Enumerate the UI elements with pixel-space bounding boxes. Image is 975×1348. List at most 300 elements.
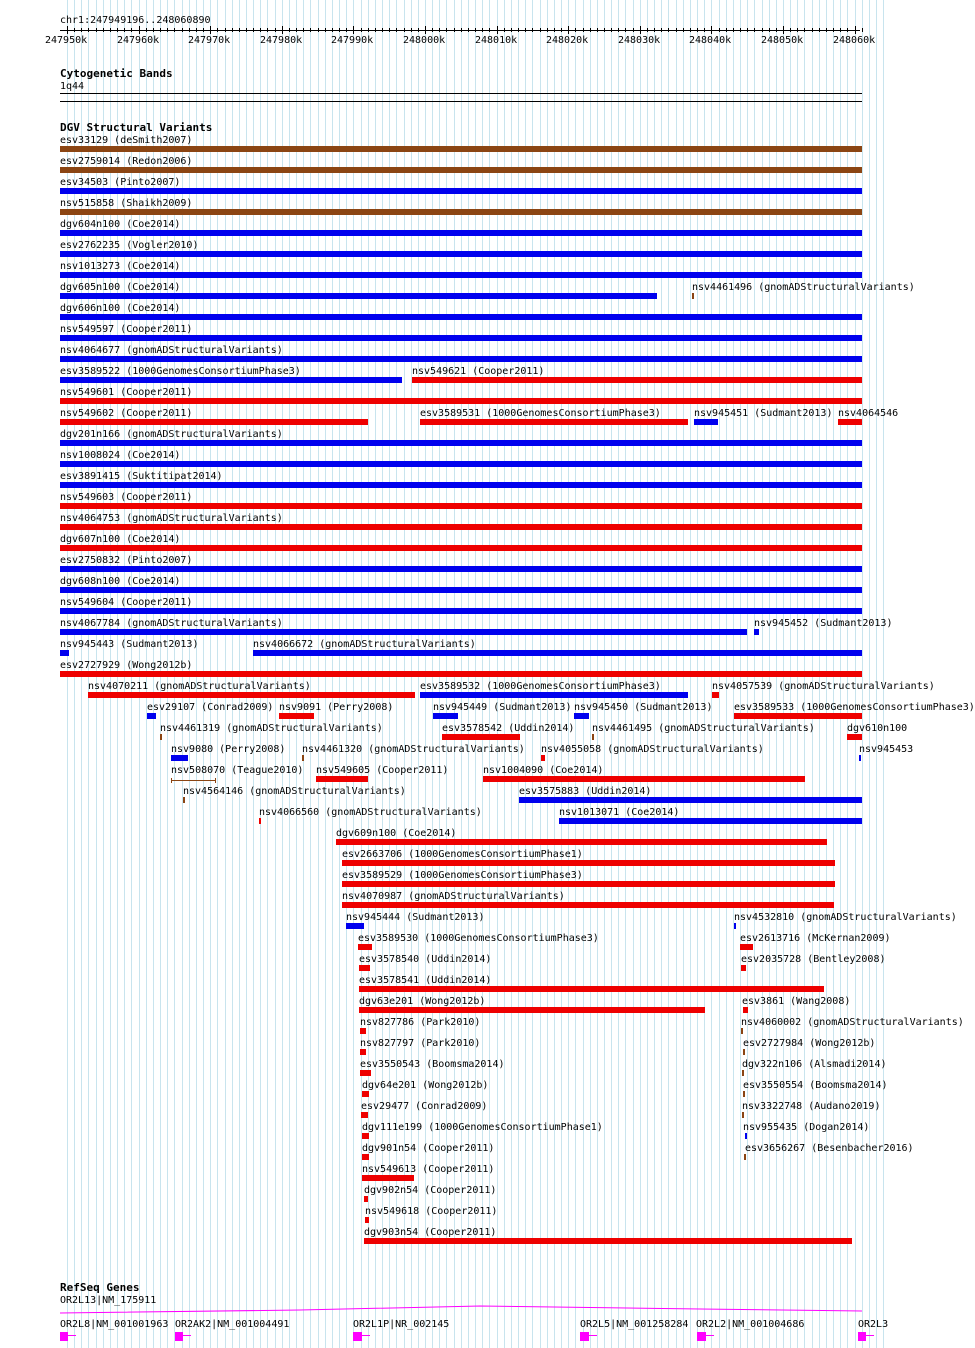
variant-label: nsv4067784 (gnomADStructuralVariants) — [60, 618, 283, 629]
variant-label: nsv9080 (Perry2008) — [171, 744, 286, 755]
variant-label: nsv4461496 (gnomADStructuralVariants) — [692, 282, 915, 293]
variant-label: nsv549597 (Cooper2011) — [60, 324, 193, 335]
variant-esv29477[interactable] — [361, 1112, 368, 1118]
variant-label: nsv549603 (Cooper2011) — [60, 492, 193, 503]
variant-nsv4070987[interactable] — [342, 902, 834, 908]
ruler-minor-tick — [597, 28, 598, 32]
ruler-minor-tick — [303, 28, 304, 32]
variant-esv2750832[interactable] — [60, 566, 862, 572]
variant-nsv1013273[interactable] — [60, 272, 862, 278]
ruler-minor-tick — [575, 28, 576, 32]
dgv-wide-feature[interactable] — [60, 674, 862, 675]
ruler-minor-tick — [389, 28, 390, 32]
variant-esv2663706[interactable] — [342, 860, 835, 866]
gene-exon[interactable] — [858, 1332, 866, 1341]
ruler-minor-tick — [375, 28, 376, 32]
variant-label: esv3589532 (1000GenomesConsortiumPhase3) — [420, 681, 661, 692]
ruler-minor-tick — [239, 28, 240, 32]
variant-label: nsv945449 (Sudmant2013) — [433, 702, 572, 713]
variant-label: nsv4064677 (gnomADStructuralVariants) — [60, 345, 283, 356]
variant-dgv64e201[interactable] — [362, 1091, 369, 1097]
variant-esv2613716[interactable] — [740, 944, 753, 950]
gene-label: OR2L1P|NR_002145 — [353, 1319, 450, 1330]
ruler-minor-tick — [117, 28, 118, 32]
variant-label: esv3550543 (Boomsma2014) — [360, 1059, 505, 1070]
variant-label: nsv4070987 (gnomADStructuralVariants) — [342, 891, 565, 902]
ruler-minor-tick — [88, 28, 89, 32]
ruler-tick-label: 248040k — [689, 35, 732, 46]
ruler-tick-label: 247970k — [188, 35, 231, 46]
variant-label: esv3589533 (1000GenomesConsortiumPhase3) — [734, 702, 975, 713]
variant-label: esv2663706 (1000GenomesConsortiumPhase1) — [342, 849, 583, 860]
ruler-minor-tick — [640, 28, 641, 32]
ruler-minor-tick — [819, 28, 820, 32]
ruler-minor-tick — [676, 28, 677, 32]
variant-dgv63e201[interactable] — [359, 1007, 705, 1013]
ruler-minor-tick — [246, 28, 247, 32]
ruler-minor-tick — [704, 28, 705, 32]
variant-nsv4064546[interactable] — [838, 419, 862, 425]
ruler-minor-tick — [840, 28, 841, 32]
variant-label: esv29477 (Conrad2009) — [361, 1101, 488, 1112]
gene-strand-arrow — [68, 1335, 76, 1336]
gene-label: OR2L8|NM_001001963 — [60, 1319, 169, 1330]
variant-dgv111e199[interactable] — [362, 1133, 369, 1139]
ruler-minor-tick — [697, 28, 698, 32]
ruler-minor-tick — [511, 28, 512, 32]
gene-exon[interactable] — [60, 1332, 68, 1341]
variant-label: dgv111e199 (1000GenomesConsortiumPhase1) — [362, 1122, 603, 1133]
variant-nsv549601[interactable] — [60, 398, 862, 404]
variant-esv3550543[interactable] — [360, 1070, 371, 1076]
ruler-tick-label: 248010k — [475, 35, 518, 46]
ruler-minor-tick — [160, 28, 161, 32]
variant-dgv903n54[interactable] — [364, 1238, 852, 1244]
variant-nsv549613[interactable] — [362, 1175, 414, 1181]
variant-label: dgv608n100 (Coe2014) — [60, 576, 181, 587]
variant-esv2762235[interactable] — [60, 251, 862, 257]
ruler-minor-tick — [762, 28, 763, 32]
ruler-minor-tick — [275, 28, 276, 32]
dgv-track-title[interactable]: DGV Structural Variants — [60, 121, 213, 134]
ruler-minor-tick — [411, 28, 412, 32]
gene-exon[interactable] — [175, 1332, 183, 1341]
variant-dgv609n100[interactable] — [336, 839, 827, 845]
ruler-minor-tick — [96, 28, 97, 32]
variant-label: esv3589529 (1000GenomesConsortiumPhase3) — [342, 870, 583, 881]
variant-cap — [171, 778, 172, 783]
variant-nsv549605[interactable] — [316, 776, 368, 782]
variant-dgv607n100[interactable] — [60, 545, 862, 551]
ruler-minor-tick — [253, 28, 254, 32]
gene-exon[interactable] — [353, 1332, 362, 1341]
variant-nsv945453[interactable] — [859, 755, 861, 761]
variant-label: nsv827786 (Park2010) — [360, 1017, 481, 1028]
ruler-minor-tick — [396, 28, 397, 32]
variant-label: esv3656267 (Besenbacher2016) — [745, 1143, 914, 1154]
variant-dgv901n54[interactable] — [362, 1154, 369, 1160]
variant-label: nsv1013071 (Coe2014) — [559, 807, 680, 818]
variant-nsv4461319[interactable] — [160, 734, 162, 740]
variant-label: nsv1008024 (Coe2014) — [60, 450, 181, 461]
variant-nsv508070[interactable] — [171, 780, 216, 781]
ruler-minor-tick — [740, 28, 741, 32]
ruler-minor-tick — [604, 28, 605, 32]
variant-label: dgv607n100 (Coe2014) — [60, 534, 181, 545]
variant-esv3861[interactable] — [743, 1007, 748, 1013]
gene-strand-arrow — [183, 1335, 191, 1336]
ruler-minor-tick — [590, 28, 591, 32]
variant-label: nsv549601 (Cooper2011) — [60, 387, 193, 398]
ruler-minor-tick — [353, 28, 354, 32]
ruler-tick-label: 248020k — [546, 35, 589, 46]
variant-label: esv2035728 (Bentley2008) — [741, 954, 886, 965]
gene-exon[interactable] — [697, 1332, 706, 1341]
ruler-minor-tick — [189, 28, 190, 32]
variant-nsv945452[interactable] — [754, 629, 759, 635]
variant-label: nsv549604 (Cooper2011) — [60, 597, 193, 608]
ruler-minor-tick — [124, 28, 125, 32]
variant-nsv515858[interactable] — [60, 209, 862, 215]
ruler-minor-tick — [382, 28, 383, 32]
variant-nsv549621[interactable] — [412, 377, 862, 383]
variant-dgv606n100[interactable] — [60, 314, 862, 320]
ruler-minor-tick — [110, 28, 111, 32]
ruler-minor-tick — [404, 28, 405, 32]
variant-label: dgv64e201 (Wong2012b) — [362, 1080, 489, 1091]
ruler-minor-tick — [540, 28, 541, 32]
variant-nsv1013071[interactable] — [559, 818, 862, 824]
ruler-minor-tick — [568, 28, 569, 32]
ruler-minor-tick — [719, 28, 720, 32]
ruler-minor-tick — [232, 28, 233, 32]
ruler-minor-tick — [668, 28, 669, 32]
variant-nsv4060002[interactable] — [741, 1028, 743, 1034]
variant-label: nsv4055058 (gnomADStructuralVariants) — [541, 744, 764, 755]
cytoband-band[interactable] — [60, 93, 862, 94]
ruler-minor-tick — [468, 28, 469, 32]
ruler-minor-tick — [547, 28, 548, 32]
ruler-minor-tick — [554, 28, 555, 32]
variant-esv3589531[interactable] — [420, 419, 688, 425]
ruler-minor-tick — [267, 28, 268, 32]
variant-esv34503[interactable] — [60, 188, 862, 194]
variant-nsv549597[interactable] — [60, 335, 862, 341]
variant-dgv608n100[interactable] — [60, 587, 862, 593]
variant-label: nsv4060002 (gnomADStructuralVariants) — [741, 1017, 964, 1028]
ruler-minor-tick — [368, 28, 369, 32]
variant-label: esv34503 (Pinto2007) — [60, 177, 181, 188]
variant-label: esv29107 (Conrad2009) — [147, 702, 274, 713]
ruler-minor-tick — [361, 28, 362, 32]
ruler-minor-tick — [518, 28, 519, 32]
variant-label: dgv322n106 (Alsmadi2014) — [742, 1059, 887, 1070]
ruler-minor-tick — [139, 28, 140, 32]
gene-strand-arrow — [589, 1335, 597, 1336]
variant-label: nsv515858 (Shaikh2009) — [60, 198, 193, 209]
ruler-minor-tick — [418, 28, 419, 32]
variant-nsv945450[interactable] — [574, 713, 589, 719]
ruler-minor-tick — [525, 28, 526, 32]
ruler-tick-label: 247990k — [331, 35, 374, 46]
ruler-minor-tick — [167, 28, 168, 32]
variant-label: nsv9091 (Perry2008) — [279, 702, 394, 713]
ruler-minor-tick — [454, 28, 455, 32]
ruler-minor-tick — [310, 28, 311, 32]
variant-label: esv3578541 (Uddin2014) — [359, 975, 492, 986]
variant-label: nsv508070 (Teague2010) — [171, 765, 304, 776]
ruler-minor-tick — [446, 28, 447, 32]
ruler-minor-tick — [339, 28, 340, 32]
variant-label: esv2759014 (Redon2006) — [60, 156, 193, 167]
variant-label: esv3575883 (Uddin2014) — [519, 786, 652, 797]
ruler-minor-tick — [497, 28, 498, 32]
refseq-track-title[interactable]: RefSeq Genes — [60, 1281, 140, 1294]
variant-label: nsv945452 (Sudmant2013) — [754, 618, 893, 629]
variant-label: dgv201n166 (gnomADStructuralVariants) — [60, 429, 283, 440]
variant-nsv4055058[interactable] — [541, 755, 545, 761]
variant-label: esv2750832 (Pinto2007) — [60, 555, 193, 566]
gene-strand-arrow — [362, 1335, 370, 1336]
variant-label: nsv4070211 (gnomADStructuralVariants) — [88, 681, 311, 692]
variant-dgv610n100[interactable] — [847, 734, 862, 740]
variant-label: nsv549621 (Cooper2011) — [412, 366, 545, 377]
ruler-minor-tick — [647, 28, 648, 32]
variant-dgv605n100[interactable] — [60, 293, 657, 299]
ruler-minor-tick — [67, 28, 68, 32]
variant-esv2759014[interactable] — [60, 167, 862, 173]
variant-nsv4461320[interactable] — [302, 755, 304, 761]
ruler-minor-tick — [769, 28, 770, 32]
variant-esv2727984[interactable] — [743, 1049, 745, 1055]
variant-nsv1008024[interactable] — [60, 461, 862, 467]
gene-label: OR2L3 — [858, 1319, 889, 1330]
ruler-minor-tick — [561, 28, 562, 32]
ruler-minor-tick — [711, 28, 712, 32]
ruler-minor-tick — [318, 28, 319, 32]
variant-label: esv3589522 (1000GenomesConsortiumPhase3) — [60, 366, 301, 377]
variant-label: esv3589531 (1000GenomesConsortiumPhase3) — [420, 408, 661, 419]
ruler-minor-tick — [847, 28, 848, 32]
gene-strand-arrow — [706, 1335, 714, 1336]
variant-label: nsv4057539 (gnomADStructuralVariants) — [712, 681, 935, 692]
variant-esv3550554[interactable] — [743, 1091, 745, 1097]
variant-nsv4070211[interactable] — [88, 692, 415, 698]
variant-label: nsv945451 (Sudmant2013) — [694, 408, 833, 419]
variant-nsv4057539[interactable] — [712, 692, 719, 698]
variant-label: dgv63e201 (Wong2012b) — [359, 996, 486, 1007]
gene-label: OR2L13|NM_175911 — [60, 1295, 157, 1306]
variant-esv29107[interactable] — [147, 713, 156, 719]
variant-esv3578542[interactable] — [442, 734, 520, 740]
variant-esv3578541[interactable] — [359, 986, 824, 992]
cytoband-label: 1q44 — [60, 81, 85, 92]
ruler-minor-tick — [325, 28, 326, 32]
ruler-minor-tick — [833, 28, 834, 32]
variant-label: nsv4461320 (gnomADStructuralVariants) — [302, 744, 525, 755]
variant-nsv4461496[interactable] — [692, 293, 694, 299]
ruler-minor-tick — [346, 28, 347, 32]
ruler-minor-tick — [683, 28, 684, 32]
variant-label: dgv903n54 (Cooper2011) — [364, 1227, 497, 1238]
variant-nsv3322748[interactable] — [742, 1112, 744, 1118]
ruler-tick-label: 248030k — [618, 35, 661, 46]
gene-label: OR2L2|NM_001004686 — [696, 1319, 805, 1330]
variant-dgv201n166[interactable] — [60, 440, 862, 446]
ruler-minor-tick — [625, 28, 626, 32]
variant-nsv549602[interactable] — [60, 419, 368, 425]
location-label: chr1:247949196..248060890 — [60, 15, 211, 26]
variant-nsv827797[interactable] — [360, 1049, 366, 1055]
variant-esv3656267[interactable] — [744, 1154, 746, 1160]
variant-label: nsv945443 (Sudmant2013) — [60, 639, 199, 650]
variant-esv3578540[interactable] — [359, 965, 370, 971]
ruler-minor-tick — [812, 28, 813, 32]
variant-nsv955435[interactable] — [745, 1133, 747, 1139]
ruler-tick-label: 247960k — [117, 35, 160, 46]
variant-label: dgv606n100 (Coe2014) — [60, 303, 181, 314]
variant-nsv549618[interactable] — [365, 1217, 369, 1223]
variant-label: esv2727984 (Wong2012b) — [743, 1038, 876, 1049]
ruler-minor-tick — [282, 28, 283, 32]
variant-esv3575883[interactable] — [519, 797, 862, 803]
variant-label: nsv1013273 (Coe2014) — [60, 261, 181, 272]
ruler-minor-tick — [783, 28, 784, 32]
variant-cap — [215, 778, 216, 783]
variant-esv3891415[interactable] — [60, 482, 862, 488]
variant-nsv9091[interactable] — [279, 713, 314, 719]
gene-exon[interactable] — [580, 1332, 589, 1341]
ruler-minor-tick — [862, 28, 863, 32]
ruler-minor-tick — [726, 28, 727, 32]
ruler-minor-tick — [74, 28, 75, 32]
variant-label: nsv4066672 (gnomADStructuralVariants) — [253, 639, 476, 650]
ruler-minor-tick — [103, 28, 104, 32]
variant-nsv549603[interactable] — [60, 503, 862, 509]
ruler-minor-tick — [855, 28, 856, 32]
variant-label: esv2762235 (Vogler2010) — [60, 240, 199, 251]
variant-nsv4067784[interactable] — [60, 629, 747, 635]
ruler-tick-label: 247950k — [45, 35, 88, 46]
ruler-minor-tick — [182, 28, 183, 32]
variant-nsv1004090[interactable] — [483, 776, 805, 782]
ruler-minor-tick — [482, 28, 483, 32]
variant-esv2035728[interactable] — [741, 965, 746, 971]
ruler-minor-tick — [432, 28, 433, 32]
variant-label: esv33129 (deSmith2007) — [60, 135, 193, 146]
ruler-minor-tick — [131, 28, 132, 32]
variant-label: nsv4461495 (gnomADStructuralVariants) — [592, 723, 815, 734]
ruler-minor-tick — [174, 28, 175, 32]
variant-nsv9080[interactable] — [171, 755, 188, 761]
variant-nsv4064677[interactable] — [60, 356, 862, 362]
ruler-minor-tick — [504, 28, 505, 32]
variant-nsv549604[interactable] — [60, 608, 862, 614]
variant-label: esv2727929 (Wong2012b) — [60, 660, 193, 671]
variant-nsv4066672[interactable] — [253, 650, 862, 656]
variant-label: esv3550554 (Boomsma2014) — [743, 1080, 888, 1091]
ruler-minor-tick — [733, 28, 734, 32]
variant-esv3589532[interactable] — [420, 692, 688, 698]
ruler-minor-tick — [461, 28, 462, 32]
variant-label: dgv605n100 (Coe2014) — [60, 282, 181, 293]
ruler-minor-tick — [776, 28, 777, 32]
variant-dgv902n54[interactable] — [364, 1196, 368, 1202]
ruler-minor-tick — [797, 28, 798, 32]
ruler-minor-tick — [489, 28, 490, 32]
variant-label: nsv4064753 (gnomADStructuralVariants) — [60, 513, 283, 524]
variant-label: nsv4066560 (gnomADStructuralVariants) — [259, 807, 482, 818]
variant-label: esv3578540 (Uddin2014) — [359, 954, 492, 965]
ruler-minor-tick — [153, 28, 154, 32]
ruler-minor-tick — [633, 28, 634, 32]
ruler-minor-tick — [196, 28, 197, 32]
variant-nsv827786[interactable] — [360, 1028, 366, 1034]
variant-nsv945443[interactable] — [60, 650, 69, 656]
variant-nsv945451[interactable] — [694, 419, 718, 425]
ruler-minor-tick — [790, 28, 791, 32]
variant-nsv4532810[interactable] — [734, 923, 736, 929]
variant-label: nsv945444 (Sudmant2013) — [346, 912, 485, 923]
variant-dgv604n100[interactable] — [60, 230, 862, 236]
variant-label: nsv549613 (Cooper2011) — [362, 1164, 495, 1175]
variant-label: nsv549602 (Cooper2011) — [60, 408, 193, 419]
ruler-tick-label: 248060k — [833, 35, 876, 46]
variant-label: esv3861 (Wang2008) — [742, 996, 851, 1007]
variant-nsv4564146[interactable] — [183, 797, 185, 803]
variant-label: nsv827797 (Park2010) — [360, 1038, 481, 1049]
variant-label: dgv902n54 (Cooper2011) — [364, 1185, 497, 1196]
variant-nsv4064753[interactable] — [60, 524, 862, 530]
variant-esv3589530[interactable] — [358, 944, 372, 950]
ruler-minor-tick — [146, 28, 147, 32]
variant-esv33129[interactable] — [60, 146, 862, 152]
ruler-minor-tick — [225, 28, 226, 32]
ruler-minor-tick — [532, 28, 533, 32]
variant-nsv945444[interactable] — [346, 923, 364, 929]
ruler-minor-tick — [690, 28, 691, 32]
variant-label: dgv604n100 (Coe2014) — [60, 219, 181, 230]
gene-OR2L13-model[interactable] — [0, 1303, 890, 1317]
gene-label: OR2L5|NM_001258284 — [580, 1319, 689, 1330]
ruler-minor-tick — [425, 28, 426, 32]
variant-label: dgv901n54 (Cooper2011) — [362, 1143, 495, 1154]
ruler-minor-tick — [618, 28, 619, 32]
variant-esv3589522[interactable] — [60, 377, 402, 383]
variant-label: nsv549605 (Cooper2011) — [316, 765, 449, 776]
ruler-tick-label: 248000k — [403, 35, 446, 46]
track-divider — [60, 101, 862, 102]
variant-label: nsv945450 (Sudmant2013) — [574, 702, 713, 713]
ruler-minor-tick — [203, 28, 204, 32]
variant-label: nsv945453 — [859, 744, 914, 755]
ruler-minor-tick — [654, 28, 655, 32]
ruler-minor-tick — [747, 28, 748, 32]
variant-esv3589529[interactable] — [342, 881, 835, 887]
variant-label: nsv1004090 (Coe2014) — [483, 765, 604, 776]
variant-label: dgv609n100 (Coe2014) — [336, 828, 457, 839]
variant-label: esv3589530 (1000GenomesConsortiumPhase3) — [358, 933, 599, 944]
variant-nsv945449[interactable] — [433, 713, 458, 719]
ruler-minor-tick — [210, 28, 211, 32]
variant-nsv4461495[interactable] — [592, 734, 594, 740]
variant-nsv4066560[interactable] — [259, 818, 261, 824]
variant-dgv322n106[interactable] — [742, 1070, 744, 1076]
cytoband-track-title[interactable]: Cytogenetic Bands — [60, 67, 173, 80]
ruler-minor-tick — [804, 28, 805, 32]
gene-label: OR2AK2|NM_001004491 — [175, 1319, 290, 1330]
variant-esv3589533[interactable] — [734, 713, 862, 719]
